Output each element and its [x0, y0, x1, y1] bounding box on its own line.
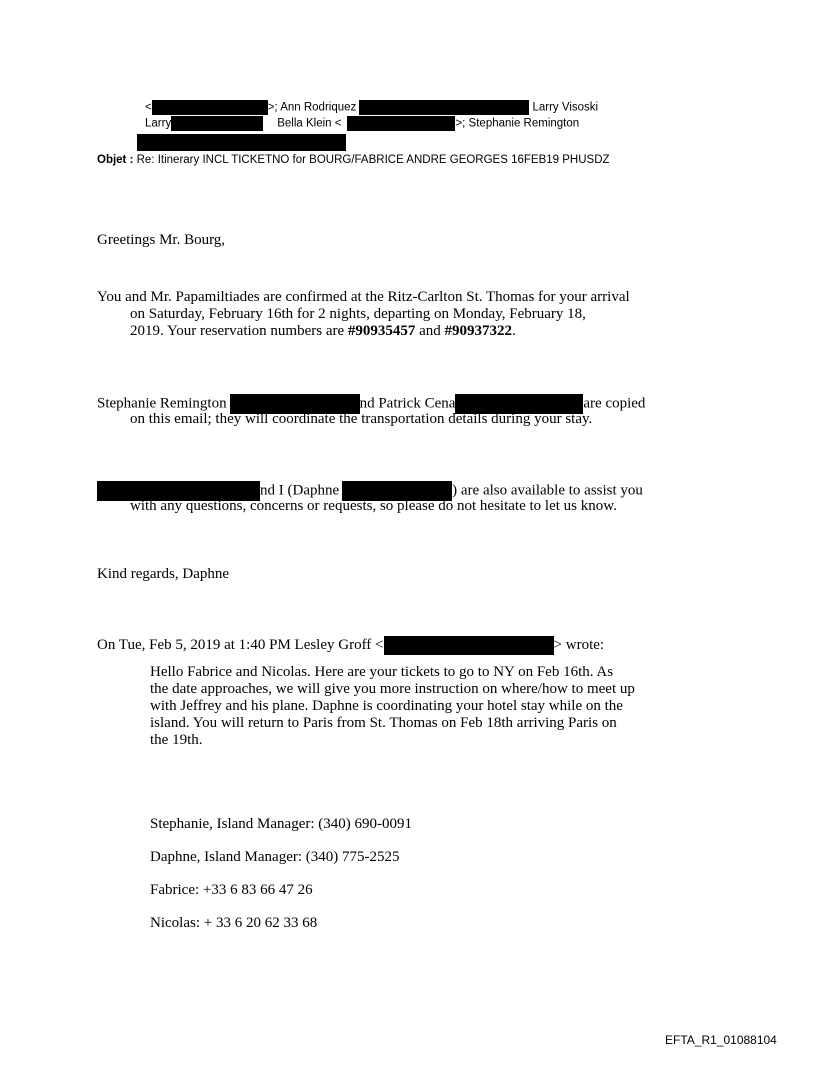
- closing: Kind regards, Daphne: [97, 566, 230, 582]
- text: Larry Visoski: [532, 101, 599, 114]
- contact-line: Daphne, Island Manager: (340) 775-2525: [150, 849, 400, 865]
- text: Larry: [145, 117, 172, 130]
- quote-line: with Jeffrey and his plane. Daphne is coordinating your hotel stay while on the: [150, 698, 623, 714]
- text: On Tue, Feb 5, 2019 at 1:40 PM Lesley Groff <: [97, 636, 384, 653]
- contact-line: Stephanie, Island Manager: (340) 690-0091: [150, 816, 413, 832]
- paragraph-line: with any questions, concerns or requests, so please do not hesitate to let us know.: [130, 498, 617, 514]
- greeting: Greetings Mr. Bourg,: [97, 232, 226, 248]
- quote-line: Hello Fabrice and Nicolas. Here are your tickets to go to NY on Feb 16th. As: [150, 664, 614, 680]
- redaction: [347, 116, 455, 131]
- quote-line: the 19th.: [150, 732, 203, 748]
- text: Stephanie Remington: [97, 395, 227, 412]
- contact-line: Fabrice: +33 6 83 66 47 26: [150, 882, 313, 898]
- paragraph-line: [130, 323, 516, 340]
- redaction: [152, 100, 268, 115]
- text: 2019. Your reservation numbers are: [130, 323, 348, 339]
- text: <: [145, 101, 152, 114]
- quote-line: the date approaches, we will give you more instruction on where/how to meet up: [150, 681, 635, 697]
- subject-line: [97, 154, 610, 166]
- subject: Re: Itinerary INCL TICKETNO for BOURG/FABRICE ANDRE GEORGES 16FEB19 PHUSDZ: [136, 154, 610, 166]
- reservation-number: #90937322: [444, 323, 513, 339]
- redaction: [384, 636, 554, 655]
- quote-header: [97, 636, 604, 655]
- recipients-line-2: [145, 116, 579, 131]
- text: Bella Klein <: [277, 117, 342, 130]
- text: ) are also available to assist you: [452, 482, 643, 499]
- text: >; Ann Rodriquez: [267, 101, 357, 114]
- document-id: EFTA_R1_01088104: [665, 1033, 777, 1047]
- reservation-number: #90935457: [347, 323, 416, 339]
- text: are copied: [583, 395, 646, 412]
- redaction: [171, 116, 263, 131]
- text: nd I (Daphne: [260, 482, 340, 499]
- redaction: [137, 134, 346, 151]
- redaction: [359, 100, 529, 115]
- contact-line: Nicolas: + 33 6 20 62 33 68: [150, 915, 318, 931]
- text: and: [415, 323, 445, 339]
- subject-label: Objet :: [97, 154, 134, 166]
- paragraph-line: on this email; they will coordinate the transportation details during your stay.: [130, 411, 593, 427]
- recipients-line-1: [145, 100, 598, 115]
- text: > wrote:: [553, 636, 605, 653]
- text: .: [512, 323, 516, 339]
- quote-line: island. You will return to Paris from St. Thomas on Feb 18th arriving Paris on: [150, 715, 617, 731]
- paragraph-line: on Saturday, February 16th for 2 nights, departing on Monday, February 18,: [130, 306, 586, 322]
- paragraph-line: You and Mr. Papamiltiades are confirmed at the Ritz-Carlton St. Thomas for your arrival: [97, 289, 630, 305]
- text: nd Patrick Cena: [359, 395, 456, 412]
- text: >; Stephanie Remington: [455, 117, 580, 130]
